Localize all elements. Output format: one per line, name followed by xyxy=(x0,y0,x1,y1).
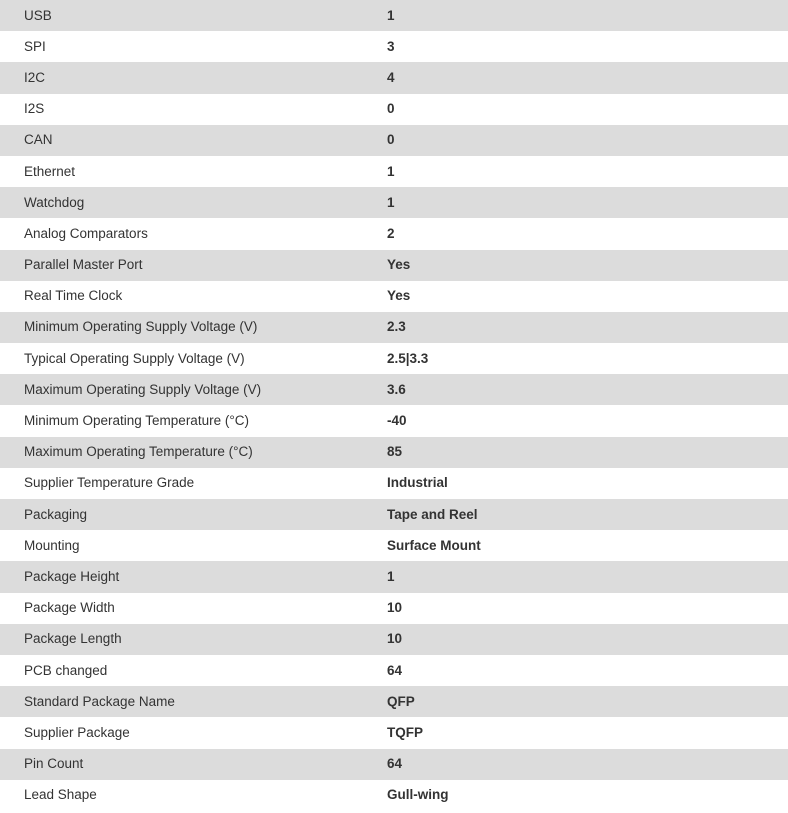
spec-label: Typical Operating Supply Voltage (V) xyxy=(24,350,245,366)
table-row xyxy=(0,780,788,811)
table-row xyxy=(0,530,788,561)
table-row xyxy=(0,374,788,405)
spec-value: Tape and Reel xyxy=(387,506,478,522)
spec-label: Real Time Clock xyxy=(24,288,123,304)
table-row xyxy=(0,156,788,187)
spec-value: -40 xyxy=(387,413,407,429)
table-row xyxy=(0,405,788,436)
spec-value: Yes xyxy=(387,288,411,304)
spec-label: Package Length xyxy=(24,631,122,647)
spec-label: Packaging xyxy=(24,506,88,522)
spec-value: 10 xyxy=(387,631,403,647)
spec-value: 3 xyxy=(387,38,395,54)
spec-value: Surface Mount xyxy=(387,537,481,553)
spec-value: 85 xyxy=(387,444,403,460)
spec-value: 64 xyxy=(387,662,403,678)
table-row xyxy=(0,624,788,655)
spec-label: USB xyxy=(24,7,52,23)
spec-label: Minimum Operating Temperature (°C) xyxy=(24,413,249,429)
spec-label: Maximum Operating Supply Voltage (V) xyxy=(24,381,262,397)
spec-value: 2 xyxy=(387,225,395,241)
spec-value: Industrial xyxy=(387,475,448,491)
table-row xyxy=(0,31,788,62)
table-row xyxy=(0,499,788,530)
spec-value: 4 xyxy=(387,69,395,85)
table-row xyxy=(0,655,788,686)
spec-label: Supplier Package xyxy=(24,724,130,740)
spec-label: Package Width xyxy=(24,600,115,616)
table-row xyxy=(0,281,788,312)
table-row xyxy=(0,717,788,748)
table-row xyxy=(0,686,788,717)
spec-label: I2S xyxy=(24,101,45,117)
spec-label: Parallel Master Port xyxy=(24,257,143,273)
spec-value: 0 xyxy=(387,132,395,148)
table-row xyxy=(0,468,788,499)
spec-label: Pin Count xyxy=(24,756,84,772)
table-row xyxy=(0,312,788,343)
table-row xyxy=(0,593,788,624)
spec-label: Analog Comparators xyxy=(24,225,148,241)
spec-value: QFP xyxy=(387,693,415,709)
spec-label: Mounting xyxy=(24,537,80,553)
spec-label: Lead Shape xyxy=(24,787,97,803)
table-row xyxy=(0,62,788,93)
spec-label: Supplier Temperature Grade xyxy=(24,475,195,491)
spec-value: 1 xyxy=(387,163,395,179)
spec-value: 0 xyxy=(387,101,395,117)
table-row xyxy=(0,218,788,249)
table-row xyxy=(0,250,788,281)
table-row xyxy=(0,343,788,374)
table-row xyxy=(0,0,788,31)
spec-value: Yes xyxy=(387,257,411,273)
spec-label: Standard Package Name xyxy=(24,693,175,709)
spec-value: 64 xyxy=(387,756,403,772)
spec-label: I2C xyxy=(24,69,46,85)
table-row xyxy=(0,561,788,592)
spec-value: 2.3 xyxy=(387,319,406,335)
spec-label: Watchdog xyxy=(24,194,85,210)
table-row xyxy=(0,187,788,218)
spec-label: SPI xyxy=(24,38,46,54)
table-row xyxy=(0,94,788,125)
spec-label: Minimum Operating Supply Voltage (V) xyxy=(24,319,258,335)
spec-value: 1 xyxy=(387,7,395,23)
spec-label: Maximum Operating Temperature (°C) xyxy=(24,444,253,460)
spec-value: Gull-wing xyxy=(387,787,449,803)
spec-value: 1 xyxy=(387,568,395,584)
spec-value: 2.5|3.3 xyxy=(387,350,429,366)
spec-value: 3.6 xyxy=(387,381,406,397)
spec-value: TQFP xyxy=(387,724,423,740)
table-row xyxy=(0,125,788,156)
table-row xyxy=(0,749,788,780)
spec-label: CAN xyxy=(24,132,53,148)
table-row xyxy=(0,437,788,468)
spec-label: PCB changed xyxy=(24,662,108,678)
spec-value: 10 xyxy=(387,600,403,616)
spec-label: Ethernet xyxy=(24,163,76,179)
spec-value: 1 xyxy=(387,194,395,210)
spec-label: Package Height xyxy=(24,568,120,584)
